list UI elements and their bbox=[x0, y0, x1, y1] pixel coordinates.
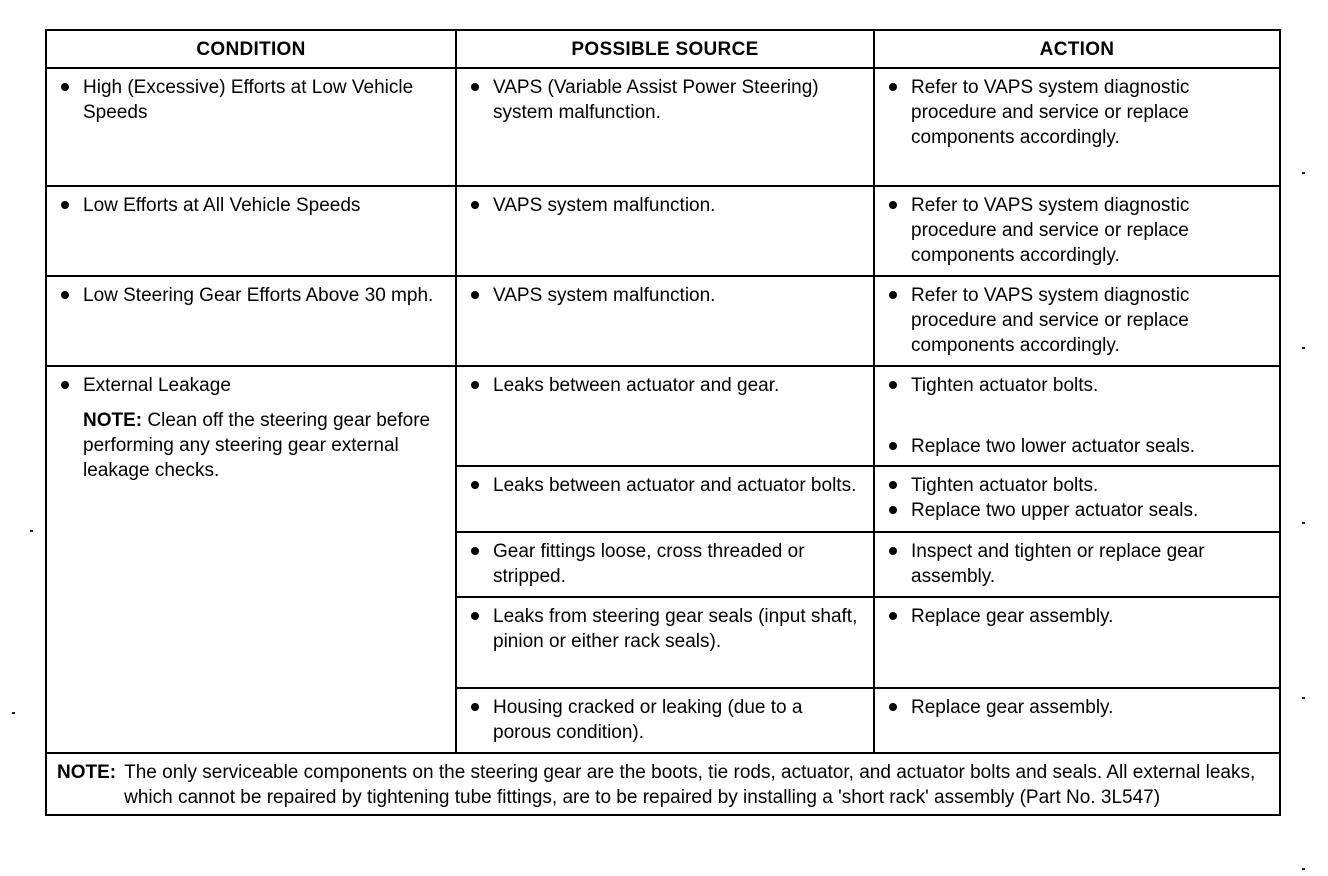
action-text: Tighten actuator bolts. bbox=[885, 473, 1269, 498]
footnote-text: The only serviceable components on the steering gear are the boots, tie rods, actuator, and actuator bolts and seals. All external leaks, which cannot be repaired by tightening tube fittings, are to be repaired by installing a 'short rack' assembly (Part No. 3L547) bbox=[124, 762, 1256, 808]
source-text: Leaks from steering gear seals (input shaft, pinion or either rack seals). bbox=[467, 604, 863, 654]
action-text: Refer to VAPS system diagnostic procedure and service or replace components accordingly. bbox=[885, 75, 1269, 150]
table-row bbox=[46, 366, 1280, 466]
leakage-note-label: NOTE: bbox=[83, 410, 143, 431]
action-text: Refer to VAPS system diagnostic procedure and service or replace components accordingly. bbox=[885, 283, 1269, 358]
source-cell bbox=[456, 532, 874, 597]
scan-speck bbox=[1302, 347, 1305, 349]
source-cell bbox=[456, 688, 874, 753]
header-action: ACTION bbox=[874, 30, 1280, 68]
condition-text: Low Efforts at All Vehicle Speeds bbox=[57, 193, 445, 218]
header-possible-source: POSSIBLE SOURCE bbox=[456, 30, 874, 68]
source-text: Leaks between actuator and actuator bolts. bbox=[467, 473, 863, 498]
action-text: Replace two upper actuator seals. bbox=[885, 498, 1269, 523]
source-cell bbox=[456, 366, 874, 466]
source-cell bbox=[456, 597, 874, 688]
scan-speck bbox=[1302, 868, 1305, 870]
action-cell bbox=[874, 68, 1280, 186]
condition-cell bbox=[46, 276, 456, 366]
source-cell bbox=[456, 68, 874, 186]
scan-speck bbox=[1302, 172, 1305, 174]
condition-text: Low Steering Gear Efforts Above 30 mph. bbox=[57, 283, 445, 308]
condition-text: External Leakage bbox=[57, 373, 445, 398]
scan-speck bbox=[12, 712, 15, 714]
source-cell bbox=[456, 276, 874, 366]
source-text: Housing cracked or leaking (due to a porous condition). bbox=[467, 695, 863, 745]
action-text: Replace gear assembly. bbox=[885, 604, 1269, 629]
table-header-row bbox=[46, 30, 1280, 68]
diagnosis-table bbox=[45, 29, 1281, 816]
source-text: Gear fittings loose, cross threaded or stripped. bbox=[467, 539, 863, 589]
condition-text: High (Excessive) Efforts at Low Vehicle Speeds bbox=[57, 75, 445, 125]
scan-speck bbox=[1302, 697, 1305, 699]
condition-cell bbox=[46, 68, 456, 186]
source-text: VAPS (Variable Assist Power Steering) system malfunction. bbox=[467, 75, 863, 125]
scan-speck bbox=[30, 530, 33, 532]
action-text: Replace gear assembly. bbox=[885, 695, 1269, 720]
scan-speck bbox=[1302, 522, 1305, 524]
condition-cell bbox=[46, 186, 456, 276]
action-cell bbox=[874, 532, 1280, 597]
source-text: VAPS system malfunction. bbox=[467, 193, 863, 218]
action-cell bbox=[874, 466, 1280, 532]
action-cell bbox=[874, 186, 1280, 276]
condition-cell-leakage bbox=[46, 366, 456, 753]
action-cell bbox=[874, 366, 1280, 466]
action-text: Replace two lower actuator seals. bbox=[885, 434, 1269, 459]
action-text: Refer to VAPS system diagnostic procedure and service or replace components accordingly. bbox=[885, 193, 1269, 268]
table-row bbox=[46, 186, 1280, 276]
action-cell bbox=[874, 597, 1280, 688]
action-cell bbox=[874, 276, 1280, 366]
action-cell bbox=[874, 688, 1280, 753]
table-row bbox=[46, 68, 1280, 186]
source-text: Leaks between actuator and gear. bbox=[467, 373, 863, 398]
source-cell bbox=[456, 186, 874, 276]
leakage-note-text: Clean off the steering gear before performing any steering gear external leakage checks. bbox=[83, 410, 431, 481]
footnote-label: NOTE: bbox=[57, 762, 117, 783]
footnote-cell bbox=[46, 753, 1280, 815]
source-cell bbox=[456, 466, 874, 532]
action-text: Tighten actuator bolts. bbox=[885, 373, 1269, 398]
leakage-note bbox=[57, 408, 445, 483]
source-text: VAPS system malfunction. bbox=[467, 283, 863, 308]
header-condition: CONDITION bbox=[46, 30, 456, 68]
footnote-row bbox=[46, 753, 1280, 815]
table-row bbox=[46, 276, 1280, 366]
action-text: Inspect and tighten or replace gear assembly. bbox=[885, 539, 1269, 589]
